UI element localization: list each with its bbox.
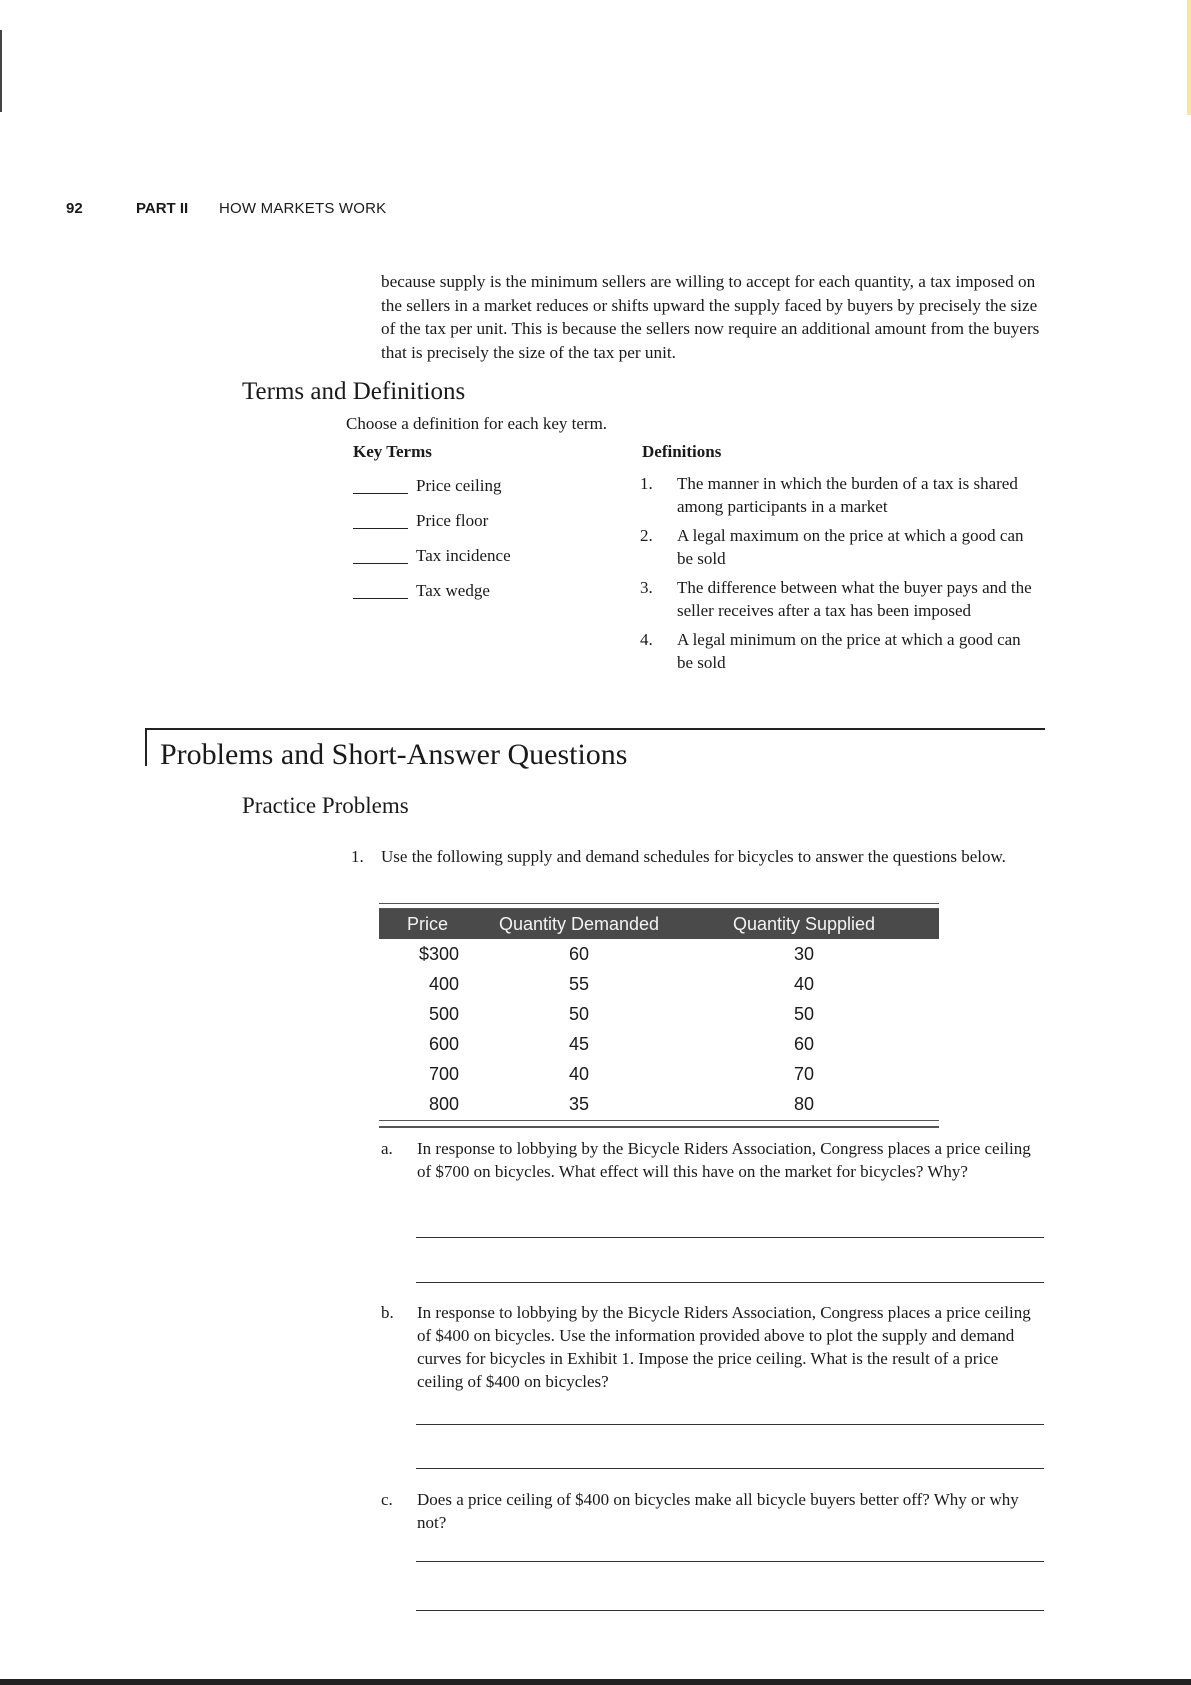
practice-problems-heading: Practice Problems bbox=[242, 793, 409, 818]
question-text: Use the following supply and demand schedules for bicycles to answer the questions below. bbox=[381, 847, 1006, 866]
cell-price: 700 bbox=[428, 1063, 459, 1084]
header-quantity-demanded: Quantity Demanded bbox=[498, 913, 660, 934]
definition-text: A legal maximum on the price at which a good can be sold bbox=[677, 526, 1024, 568]
answer-line[interactable] bbox=[416, 1424, 1044, 1425]
definition-text: The manner in which the burden of a tax is shared among participants in a market bbox=[677, 474, 1018, 516]
answer-line[interactable] bbox=[416, 1468, 1044, 1469]
key-term-label: Price floor bbox=[416, 511, 489, 530]
definition-item bbox=[640, 576, 1040, 622]
table-row bbox=[379, 1089, 939, 1119]
cell-price: 600 bbox=[428, 1033, 459, 1054]
cell-price: 400 bbox=[428, 973, 459, 994]
definition-item bbox=[640, 628, 1040, 674]
cell-quantity-demanded: 55 bbox=[568, 973, 590, 994]
key-term-item bbox=[353, 581, 511, 616]
subquestion-text: In response to lobbying by the Bicycle Riders Association, Congress places a price ceiling of $700 on bicycles. What effect will this have on the market for bicycles? Why? bbox=[417, 1139, 1031, 1181]
question-number: 1. bbox=[351, 847, 364, 866]
definition-item bbox=[640, 472, 1040, 518]
subquestion-letter: b. bbox=[381, 1303, 394, 1322]
cell-quantity-demanded: 40 bbox=[568, 1063, 590, 1084]
terms-instruction: Choose a definition for each key term. bbox=[346, 414, 608, 433]
table-row bbox=[379, 939, 939, 969]
cell-price: 800 bbox=[428, 1093, 459, 1114]
answer-line[interactable] bbox=[416, 1237, 1044, 1238]
definition-number: 4. bbox=[640, 630, 653, 649]
table-bottom-rule bbox=[379, 1120, 939, 1128]
key-term-item bbox=[353, 546, 511, 581]
cell-quantity-supplied: 70 bbox=[793, 1063, 815, 1084]
table-row bbox=[379, 1059, 939, 1089]
key-terms-list bbox=[353, 476, 511, 616]
table-header-row bbox=[379, 909, 939, 939]
table-row bbox=[379, 969, 939, 999]
table-row bbox=[379, 1029, 939, 1059]
intro-paragraph bbox=[381, 270, 1041, 364]
part-label: PART II bbox=[136, 200, 189, 217]
header-quantity-supplied: Quantity Supplied bbox=[732, 913, 876, 934]
subquestion-letter: a. bbox=[381, 1139, 393, 1158]
subquestion-letter: c. bbox=[381, 1490, 393, 1509]
cell-quantity-demanded: 50 bbox=[568, 1003, 590, 1024]
cell-quantity-supplied: 40 bbox=[793, 973, 815, 994]
intro-text: because supply is the minimum sellers are willing to accept for each quantity, a tax imposed on the sellers in a market reduces or shifts upward the supply faced by buyers by precisely the size of the tax per unit. This is because the sellers now require an additional amount from the buyers that is precisely the size of the tax per unit. bbox=[381, 272, 1040, 362]
definition-number: 2. bbox=[640, 526, 653, 545]
cell-quantity-supplied: 80 bbox=[793, 1093, 815, 1114]
cell-quantity-supplied: 30 bbox=[793, 943, 815, 964]
section-divider bbox=[145, 728, 1045, 730]
scan-edge-left bbox=[0, 30, 2, 112]
key-term-label: Price ceiling bbox=[416, 476, 502, 495]
question-1 bbox=[351, 845, 1051, 868]
problems-heading: Problems and Short-Answer Questions bbox=[160, 738, 628, 771]
cell-quantity-supplied: 50 bbox=[793, 1003, 815, 1024]
subquestion-b bbox=[381, 1301, 1041, 1393]
key-terms-heading: Key Terms bbox=[353, 442, 432, 461]
page-number: 92 bbox=[66, 200, 83, 217]
answer-blank[interactable] bbox=[353, 546, 408, 564]
answer-blank[interactable] bbox=[353, 476, 408, 494]
answer-blank[interactable] bbox=[353, 581, 408, 599]
cell-quantity-supplied: 60 bbox=[793, 1033, 815, 1054]
header-price: Price bbox=[407, 913, 449, 934]
key-term-label: Tax incidence bbox=[416, 546, 511, 565]
cell-quantity-demanded: 45 bbox=[568, 1033, 590, 1054]
terms-heading: Terms and Definitions bbox=[242, 378, 466, 405]
definition-number: 1. bbox=[640, 474, 653, 493]
answer-blank[interactable] bbox=[353, 511, 408, 529]
scan-edge-right bbox=[1187, 0, 1191, 115]
cell-price: 500 bbox=[428, 1003, 459, 1024]
definition-item bbox=[640, 524, 1040, 570]
answer-line[interactable] bbox=[416, 1610, 1044, 1611]
key-term-label: Tax wedge bbox=[416, 581, 490, 600]
definition-text: A legal minimum on the price at which a good can be sold bbox=[677, 630, 1021, 672]
definitions-list bbox=[640, 472, 1040, 680]
cell-quantity-demanded: 60 bbox=[568, 943, 590, 964]
definition-text: The difference between what the buyer pays and the seller receives after a tax has been imposed bbox=[677, 578, 1032, 620]
table-row bbox=[379, 999, 939, 1029]
definition-number: 3. bbox=[640, 578, 653, 597]
scan-edge-bottom bbox=[0, 1679, 1191, 1685]
supply-demand-schedule bbox=[379, 903, 939, 1128]
section-divider-tick bbox=[145, 728, 147, 766]
answer-line[interactable] bbox=[416, 1561, 1044, 1562]
key-term-item bbox=[353, 476, 511, 511]
subquestion-c bbox=[381, 1488, 1041, 1534]
definitions-heading: Definitions bbox=[642, 442, 722, 461]
part-title: HOW MARKETS WORK bbox=[219, 200, 387, 217]
key-term-item bbox=[353, 511, 511, 546]
answer-line[interactable] bbox=[416, 1282, 1044, 1283]
subquestion-a bbox=[381, 1137, 1041, 1183]
subquestion-text: Does a price ceiling of $400 on bicycles make all bicycle buyers better off? Why or why not? bbox=[417, 1490, 1019, 1532]
cell-quantity-demanded: 35 bbox=[568, 1093, 590, 1114]
subquestion-text: In response to lobbying by the Bicycle Riders Association, Congress places a price ceiling of $400 on bicycles. Use the information provided above to plot the supply and demand curves for bicycles in Exhibit 1. Impose the price ceiling. What is the result of a price ceiling of $400 on bicycles? bbox=[417, 1303, 1031, 1391]
cell-price: $300 bbox=[418, 943, 459, 964]
